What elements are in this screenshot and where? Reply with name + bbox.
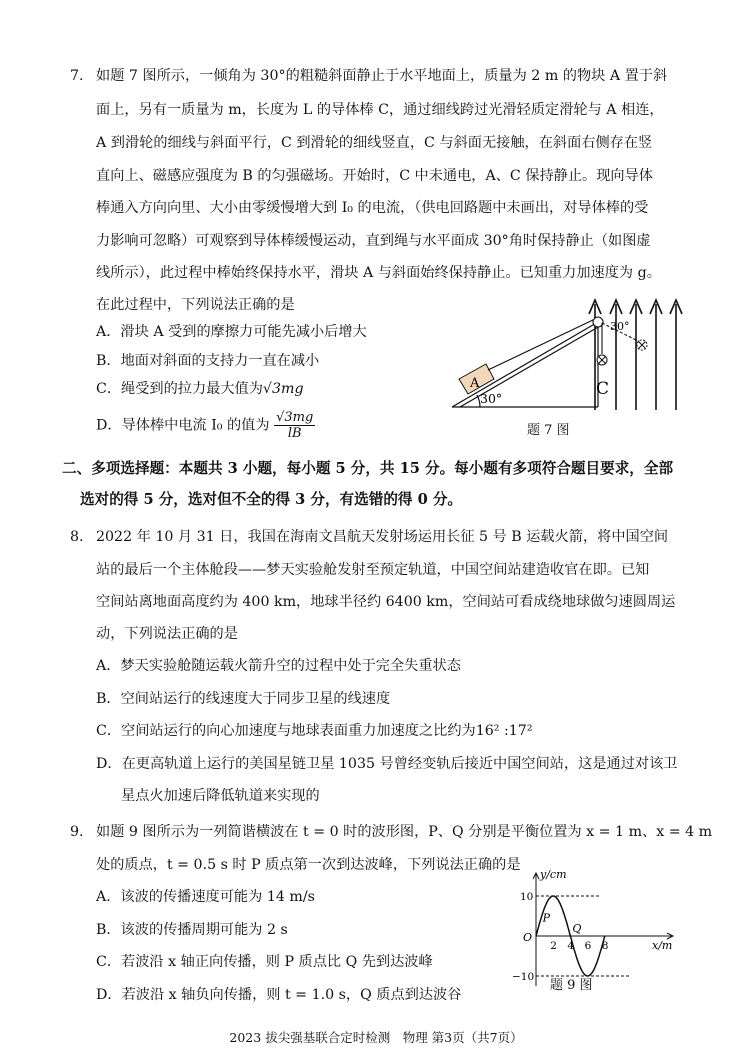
wave-axes: [533, 873, 673, 986]
q7-option-a: A．滑块 A 受到的摩擦力可能先减小后增大: [96, 324, 367, 340]
wave-xlabel: x/m: [652, 939, 673, 952]
wave-point-p-label: P: [542, 911, 551, 925]
q8-line-3: 空间站离地面高度约为 400 km，地球半径约 6400 km，空间站可看成绕地球做匀速圆周运: [96, 594, 676, 610]
q7-option-d-denominator: lB: [287, 426, 302, 441]
q9-number: 9.: [70, 824, 84, 840]
q7-line-1: 如题 7 图所示，一倾角为 30°的粗糙斜面静止于水平地面上，质量为 2 m 的物块 A 置于斜: [96, 68, 668, 84]
q9-line-1: 如题 9 图所示为一列简谐横波在 t = 0 时的波形图，P、Q 分别是平衡位置为 x = 1 m、x = 4 m: [96, 824, 713, 840]
q8-line-4: 动，下列说法正确的是: [96, 626, 238, 642]
q8-line-1: 2022 年 10 月 31 日，我国在海南文昌航天发射场运用长征 5 号 B 运载火箭，将中国空间: [96, 529, 669, 545]
q9-figure-caption: 题 9 图: [550, 978, 593, 993]
q7-option-d: [96, 410, 315, 441]
q8-option-d-line-1: D．在更高轨道上运行的美国星链卫星 1035 号曾经变轨后接近中国空间站，这是通过对该卫: [96, 756, 678, 772]
section-2-heading-line-2: 选对的得 5 分，选对但不全的得 3 分，有选错的得 0 分。: [80, 491, 463, 508]
wave-ytick-10: 10: [520, 891, 534, 903]
q7-line-5: 棒通入方向向里、大小由零缓慢增大到 I₀ 的电流，（供电回路题中未画出，对导体棒的受: [96, 200, 649, 216]
rod-c: [597, 340, 647, 365]
q7-option-b: B．地面对斜面的支持力一直在减小: [96, 353, 320, 369]
block-a: [459, 364, 494, 394]
q7-line-8: 在此过程中，下列说法正确的是: [96, 297, 295, 313]
q8-line-2: 站的最后一个主体舱段——梦天实验舱发射至预定轨道，中国空间站建造收官在即。已知: [96, 562, 650, 578]
q7-option-d-fraction: [274, 410, 315, 441]
q7-option-d-prefix: D．导体棒中电流 I₀ 的值为: [96, 417, 270, 434]
q7-figure: [450, 292, 700, 420]
q9-option-b: B．该波的传播周期可能为 2 s: [96, 922, 288, 938]
incline-angle-label: 30°: [480, 391, 503, 406]
q7-line-2: 面上，另有一质量为 m，长度为 L 的导体棒 C，通过细线跨过光滑轻质定滑轮与 A 相连，: [96, 102, 664, 118]
block-a-label: A: [470, 376, 480, 391]
wave-point-q-label: Q: [572, 922, 582, 935]
q7-line-7: 线所示），此过程中棒始终保持水平，滑块 A 与斜面始终保持静止。已知重力加速度为 g。: [96, 265, 661, 281]
q7-line-3: A 到滑轮的细线与斜面平行，C 到滑轮的细线竖直，C 与斜面无接触，在斜面右侧存在竖: [96, 135, 653, 151]
q9-figure: [510, 866, 682, 994]
q9-line-2: 处的质点，t = 0.5 s 时 P 质点第一次到达波峰，下列说法正确的是: [96, 857, 521, 873]
page-footer: 2023 拔尖强基联合定时检测 物理 第3页（共7页）: [229, 1030, 523, 1045]
q7-option-c: [96, 379, 304, 399]
wave-ytick-neg10: −10: [512, 971, 535, 983]
wave-xtick-8: 8: [601, 940, 609, 952]
q7-figure-caption: 题 7 图: [527, 423, 570, 438]
wave-ylabel: y/cm: [540, 868, 567, 881]
incline: [452, 322, 600, 407]
q8-option-b: B．空间站运行的线速度大于同步卫星的线速度: [96, 691, 391, 707]
q9-option-a: A．该波的传播速度可能为 14 m/s: [96, 889, 315, 905]
wave-xticks: [550, 940, 608, 952]
rod-c-label: C: [596, 379, 610, 399]
wave-origin: O: [523, 931, 533, 944]
q8-option-d-line-2: 星点火加速后降低轨道来实现的: [121, 788, 320, 804]
wave-xtick-4: 4: [567, 940, 575, 952]
q8-option-a: A．梦天实验舱随运载火箭升空的过程中处于完全失重状态: [96, 658, 461, 674]
q9-option-d: D．若波沿 x 轴负向传播，则 t = 1.0 s，Q 质点到达波谷: [96, 987, 462, 1003]
wave-xtick-2: 2: [550, 940, 557, 952]
q7-line-6: 力影响可忽略）可观察到导体棒缓慢运动，直到绳与水平面成 30°角时保持静止（如图虚: [96, 233, 651, 249]
q7-option-c-value: √3mg: [262, 381, 304, 397]
section-2-heading-line-1: 二、多项选择题：本题共 3 小题，每小题 5 分，共 15 分。每小题有多项符合题目要求，全部: [62, 460, 674, 477]
wave-xtick-6: 6: [584, 940, 592, 952]
rope-angle-label: 30°: [610, 320, 630, 333]
q7-option-c-prefix: C．绳受到的拉力最大值为: [96, 381, 263, 397]
q8-number: 8.: [70, 529, 84, 545]
q7-line-4: 直向上、磁感应强度为 B 的匀强磁场。开始时，C 中未通电，A、C 保持静止。现向导体: [96, 168, 653, 184]
q7-number: 7.: [70, 68, 84, 84]
q7-option-d-numerator: √3mg: [276, 410, 314, 425]
q8-option-c: C．空间站运行的向心加速度与地球表面重力加速度之比约为16² :17²: [96, 723, 533, 739]
q9-option-c: C．若波沿 x 轴正向传播，则 P 质点比 Q 先到达波峰: [96, 954, 433, 970]
